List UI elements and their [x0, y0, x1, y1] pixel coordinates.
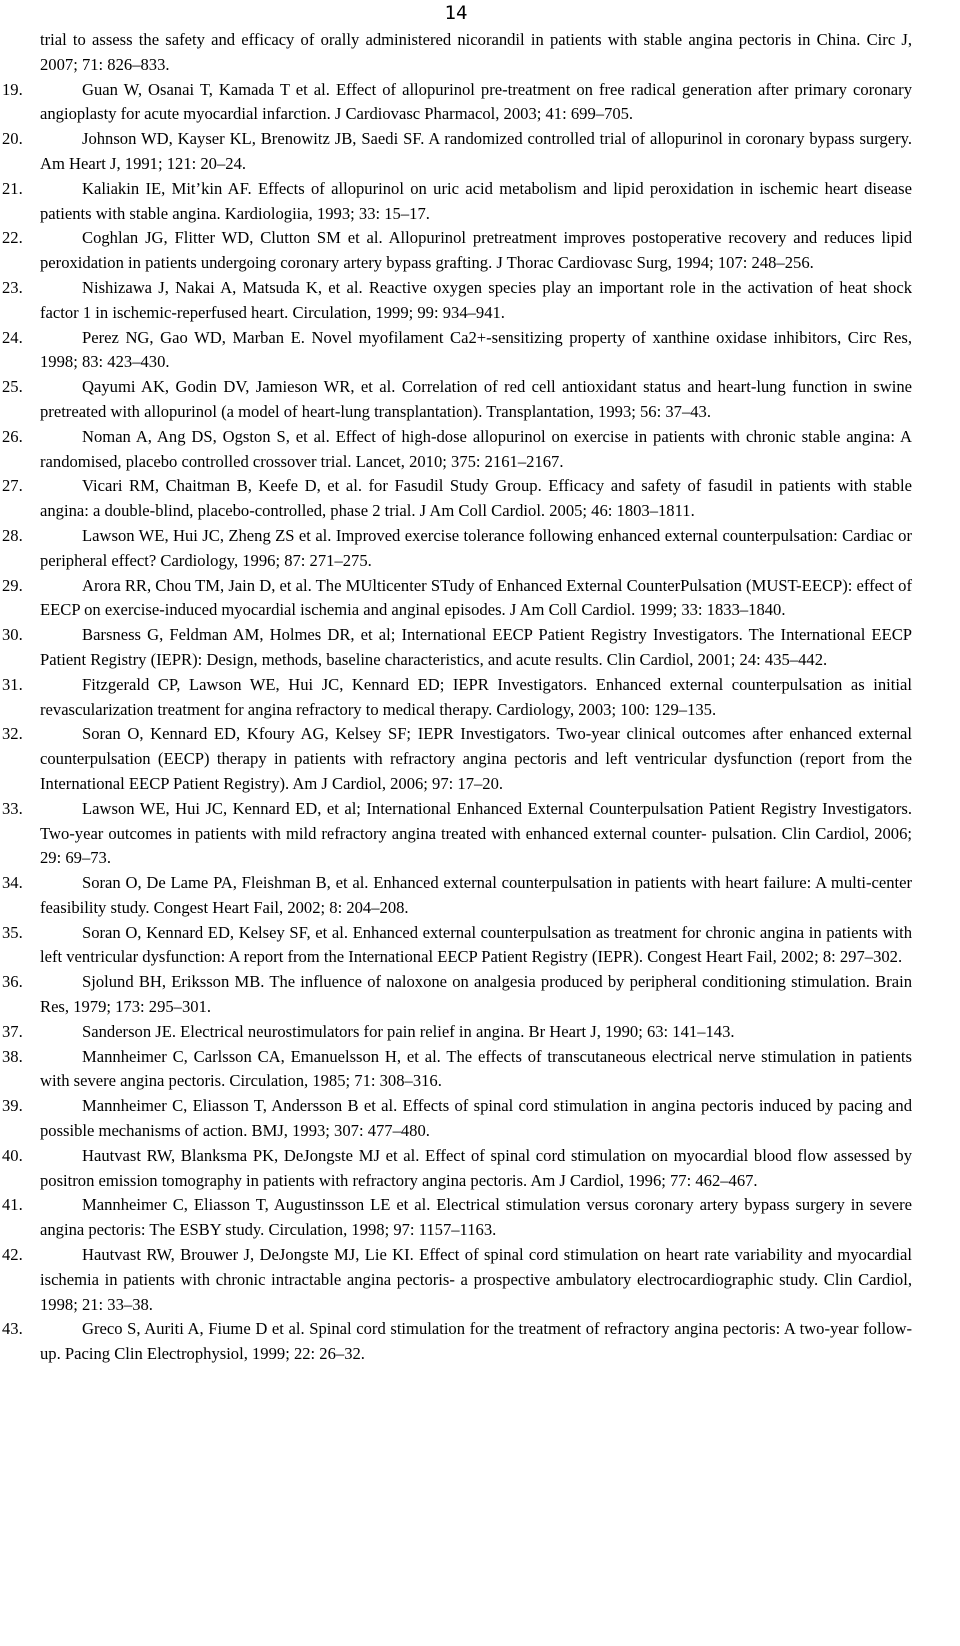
reference-citation: Vicari RM, Chaitman B, Keefe D, et al. for Fasudil Study Group. Efficacy and safety of fasudil in patients with stable angina: a double-blind, placebo-controlled, phase 2 trial. J Am Coll Cardiol. 2005; 46: 1803–1811. — [40, 476, 912, 521]
reference-text — [40, 326, 912, 376]
reference-number: 31. — [2, 674, 23, 694]
reference-number: 38. — [2, 1046, 23, 1066]
reference-item — [0, 1045, 912, 1095]
reference-text — [40, 177, 912, 227]
reference-text — [40, 722, 912, 796]
reference-text — [40, 425, 912, 475]
reference-list — [0, 28, 960, 1367]
reference-citation: Lawson WE, Hui JC, Zheng ZS et al. Improved exercise tolerance following enhanced external counterpulsation: Cardiac or peripheral effect? Cardiology, 1996; 87: 271–275. — [40, 525, 912, 570]
reference-item — [0, 1317, 912, 1367]
reference-citation: Sanderson JE. Electrical neurostimulators for pain relief in angina. Br Heart J, 1990; 63: 141–143. — [82, 1021, 735, 1041]
reference-text — [40, 474, 912, 524]
reference-citation: Mannheimer C, Eliasson T, Augustinsson LE et al. Electrical stimulation versus coronary artery bypass surgery in severe angina pectoris: The ESBY study. Circulation, 1998; 97: 1157–1163. — [40, 1195, 912, 1240]
reference-citation: Kaliakin IE, Mit’kin AF. Effects of allopurinol on uric acid metabolism and lipid peroxidation in ischemic heart disease patients with stable angina. Kardiologiia, 1993; 33: 15–17. — [40, 178, 912, 223]
reference-number: 23. — [2, 277, 23, 297]
reference-number: 42. — [2, 1245, 23, 1265]
reference-text — [40, 1193, 912, 1243]
reference-text — [40, 1094, 912, 1144]
reference-text — [40, 127, 912, 177]
reference-citation: Perez NG, Gao WD, Marban E. Novel myofilament Ca2+-sensitizing property of xanthine oxidase inhibitors, Circ Res, 1998; 83: 423–430. — [40, 327, 912, 372]
reference-number: 29. — [2, 575, 23, 595]
reference-citation: Mannheimer C, Eliasson T, Andersson B et al. Effects of spinal cord stimulation in angina pectoris induced by pacing and possible mechanisms of action. BMJ, 1993; 307: 477–480. — [40, 1096, 912, 1141]
reference-number: 26. — [2, 426, 23, 446]
reference-item — [0, 1144, 912, 1194]
reference-item — [0, 673, 912, 723]
reference-number: 32. — [2, 724, 23, 744]
reference-item — [0, 970, 912, 1020]
reference-text — [40, 276, 912, 326]
reference-item — [0, 1243, 912, 1317]
reference-number: 39. — [2, 1096, 23, 1116]
reference-text: trial to assess the safety and efficacy of orally administered nicorandil in patients with stable angina pectoris in China. Circ J, 2007; 71: 826–833. — [40, 30, 912, 74]
reference-text — [40, 1045, 912, 1095]
reference-number: 36. — [2, 972, 23, 992]
reference-citation: Hautvast RW, Blanksma PK, DeJongste MJ et al. Effect of spinal cord stimulation on myocardial blood flow assessed by positron emission tomography in patients with refractory angina pectoris. Am J Cardiol, 1996; 77: 462–467. — [40, 1145, 912, 1190]
reference-citation: Noman A, Ang DS, Ogston S, et al. Effect of high-dose allopurinol on exercise in patients with chronic stable angina: A randomised, placebo controlled crossover trial. Lancet, 2010; 375: 2161–2167. — [40, 426, 912, 471]
reference-number: 34. — [2, 873, 23, 893]
reference-number: 22. — [2, 228, 23, 248]
reference-number: 21. — [2, 178, 23, 198]
reference-item — [0, 1020, 912, 1045]
reference-text — [40, 78, 912, 128]
reference-number: 19. — [2, 79, 23, 99]
reference-item — [0, 524, 912, 574]
reference-number: 28. — [2, 525, 23, 545]
reference-text — [40, 921, 912, 971]
reference-text — [40, 524, 912, 574]
reference-citation: Greco S, Auriti A, Fiume D et al. Spinal cord stimulation for the treatment of refractory angina pectoris: A two-year follow-up. Pacing Clin Electrophysiol, 1999; 22: 26–32. — [40, 1319, 912, 1364]
reference-item — [0, 722, 912, 796]
reference-number: 24. — [2, 327, 23, 347]
reference-citation: Arora RR, Chou TM, Jain D, et al. The MUlticenter STudy of Enhanced External CounterPulsation (MUST-EECP): effect of EECP on exercise-induced myocardial ischemia and anginal episodes. J Am Coll Cardiol. 1999; 33: 1833–1840. — [40, 575, 912, 620]
reference-item — [0, 474, 912, 524]
reference-item — [0, 1193, 912, 1243]
reference-item — [0, 871, 912, 921]
reference-text — [40, 673, 912, 723]
reference-text — [40, 623, 912, 673]
reference-text — [40, 797, 912, 871]
reference-citation: Soran O, Kennard ED, Kfoury AG, Kelsey SF; IEPR Investigators. Two-year clinical outcomes after enhanced external counterpulsation (EECP) therapy in patients with refractory angina pectoris and left ventricular dysfunction (report from the International EECP Patient Registry). Am J Cardiol, 2006; 97: 17–20. — [40, 724, 912, 793]
reference-citation: Hautvast RW, Brouwer J, DeJongste MJ, Lie KI. Effect of spinal cord stimulation on heart rate variability and myocardial ischemia in patients with chronic intractable angina pectoris- a prospective ambulatory electrocardiographic study. Clin Cardiol, 1998; 21: 33–38. — [40, 1245, 912, 1314]
reference-citation: Fitzgerald CP, Lawson WE, Hui JC, Kennard ED; IEPR Investigators. Enhanced external counterpulsation as initial revascularization treatment for angina refractory to medical therapy. Cardiology, 2003; 100: 129–135. — [40, 674, 912, 719]
reference-text — [40, 574, 912, 624]
reference-text — [40, 1020, 912, 1045]
reference-citation: Lawson WE, Hui JC, Kennard ED, et al; International Enhanced External Counterpulsation Patient Registry Investigators. Two-year outcomes in patients with mild refractory angina treated with enhanced external counter- pulsation. Clin Cardiol, 2006; 29: 69–73. — [40, 798, 912, 868]
reference-item — [0, 425, 912, 475]
reference-item — [0, 1094, 912, 1144]
reference-number: 27. — [2, 476, 23, 496]
reference-citation: Sjolund BH, Eriksson MB. The influence of naloxone on analgesia produced by peripheral conditioning stimulation. Brain Res, 1979; 173: 295–301. — [40, 972, 912, 1017]
reference-item — [0, 326, 912, 376]
reference-item — [0, 921, 912, 971]
reference-number: 37. — [2, 1021, 23, 1041]
reference-citation: Coghlan JG, Flitter WD, Clutton SM et al. Allopurinol pretreatment improves postoperative recovery and reduces lipid peroxidation in patients undergoing coronary artery bypass grafting. J Thorac Cardiovasc Surg, 1994; 107: 248–256. — [40, 228, 912, 273]
reference-citation: Guan W, Osanai T, Kamada T et al. Effect of allopurinol pre-treatment on free radical generation after primary coronary angioplasty for acute myocardial infarction. J Cardiovasc Pharmacol, 2003; 41: 699–705. — [40, 79, 912, 124]
reference-citation: Soran O, Kennard ED, Kelsey SF, et al. Enhanced external counterpulsation as treatment for chronic angina in patients with left ventricular dysfunction: A report from the International EECP Patient Registry (IEPR). Congest Heart Fail, 2002; 8: 297–302. — [40, 922, 912, 967]
reference-citation: Soran O, De Lame PA, Fleishman B, et al. Enhanced external counterpulsation in patients with heart failure: A multi-center feasibility study. Congest Heart Fail, 2002; 8: 204–208. — [40, 873, 912, 917]
reference-number: 30. — [2, 625, 23, 645]
reference-item — [0, 375, 912, 425]
reference-text — [40, 970, 912, 1020]
reference-citation: Mannheimer C, Carlsson CA, Emanuelsson H, et al. The effects of transcutaneous electrical nerve stimulation in patients with severe angina pectoris. Circulation, 1985; 71: 308–316. — [40, 1046, 912, 1091]
page-number: 14 — [444, 2, 468, 24]
reference-text — [40, 871, 912, 921]
reference-number: 40. — [2, 1145, 23, 1165]
reference-item — [0, 226, 912, 276]
reference-item — [0, 797, 912, 871]
reference-item — [0, 127, 912, 177]
reference-number: 33. — [2, 798, 23, 818]
reference-citation: Nishizawa J, Nakai A, Matsuda K, et al. Reactive oxygen species play an important role in the activation of heat shock factor 1 in ischemic-reperfused heart. Circulation, 1999; 99: 934–941. — [40, 277, 912, 322]
reference-item — [0, 78, 912, 128]
reference-item — [0, 574, 912, 624]
reference-item — [0, 623, 912, 673]
reference-continuation — [0, 28, 912, 78]
reference-number: 41. — [2, 1195, 23, 1215]
reference-citation: Barsness G, Feldman AM, Holmes DR, et al; International EECP Patient Registry Investigators. The International EECP Patient Registry (IEPR): Design, methods, baseline characteristics, and acute results. Clin Cardiol, 2001; 24: 435–442. — [40, 625, 912, 669]
reference-text — [40, 1243, 912, 1317]
reference-text — [40, 1317, 912, 1367]
reference-number: 25. — [2, 377, 23, 397]
reference-number: 43. — [2, 1319, 23, 1339]
reference-item — [0, 177, 912, 227]
reference-number: 35. — [2, 922, 23, 942]
reference-text — [40, 226, 912, 276]
reference-item — [0, 276, 912, 326]
reference-text — [40, 375, 912, 425]
reference-text — [40, 1144, 912, 1194]
reference-citation: Qayumi AK, Godin DV, Jamieson WR, et al. Correlation of red cell antioxidant status and heart-lung function in swine pretreated with allopurinol (a model of heart-lung transplantation). Transplantation, 1993; 56: 37–43. — [40, 377, 912, 421]
reference-number: 20. — [2, 129, 23, 149]
reference-citation: Johnson WD, Kayser KL, Brenowitz JB, Saedi SF. A randomized controlled trial of allopurinol in coronary bypass surgery. Am Heart J, 1991; 121: 20–24. — [40, 129, 912, 173]
